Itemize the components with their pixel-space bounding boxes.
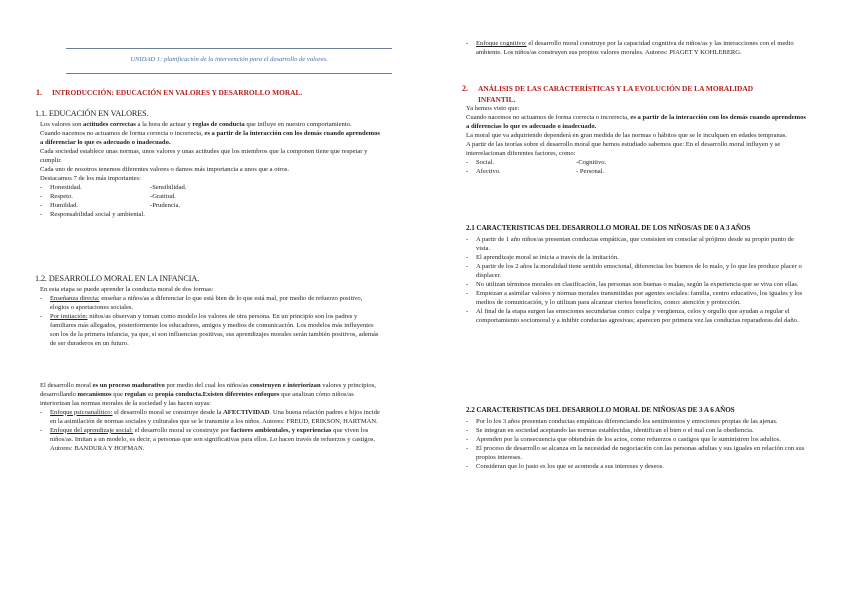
list-item: - Enseñanza directa: enseñar a niños/as a diferenciar lo que está bien de lo que está mal, por medio de refuerzo positivo, elogios o aportaciones sociales. [40, 295, 380, 313]
subsection-1-1-body [40, 121, 380, 219]
list-item: - Por lo los 3 años presentan conductas empáticas diferenciando los sentimientos y emociones propias de las ajenas. [466, 418, 806, 427]
subsection-2-1-title: 2.1 CARACTERISTICAS DEL DESARROLLO MORAL DE LOS NIÑOS/AS DE 0 A 3 AÑOS [466, 224, 751, 232]
approaches-list [40, 409, 380, 454]
paragraph: Cuando nacemos no actuamos de forma correcta o incorrecta, es a partir de la interacción con los demás cuando aprendemos a diferencias lo que es adecuado o inadecuado. [466, 113, 806, 130]
section-1-title: INTRODUCCIÓN: EDUCACIÓN EN VALORES Y DESARROLLO MORAL. [52, 88, 303, 97]
list-item: - Se integran en sociedad aceptando las normas establecidas, identifican el bien o el mal con la obediencia. [466, 427, 806, 436]
paragraph: Cuando nacemos no actuamos de forma correcta o incorrecta, es a partir de la interacción con los demás cuando aprendemos a diferenciar lo que es adecuado o inadecuado. [40, 129, 380, 146]
subsection-1-2-title: 1.2. DESARROLLO MORAL EN LA INFANCIA. [35, 274, 200, 283]
paragraph: Destacamos 7 de los más importantes: [40, 174, 141, 182]
subsection-2-2-body [466, 418, 806, 472]
section-2-heading [462, 84, 812, 105]
list-item: - Honestidad. -Sensibilidad. [40, 184, 380, 193]
list-item: - Empiezan a asimilar valores y normas morales transmitidas por agentes sociales: familia, centro educativo, los iguales y los medios de comunicación, y lo utilizan para alcanzar ciertos beneficios, como: atención y protección. [466, 290, 806, 308]
list-item: - Consideran que lo justo es los que se acomoda a sus intereses y deseos. [466, 463, 806, 472]
list-item: - Enfoque psicoanalítico: el desarrollo moral se construye desde la AFECTIVIDAD. Una buena relación padres e hijos incide en la asimilación de normas sociales y culturales que se le transmite a los niños. Autores: FREUD, ERIKSON, HARTMAN. [40, 409, 380, 427]
factors-list [466, 159, 806, 177]
list-item: - Al final de la etapa surgen las emociones secundarias como: culpa y vergüenza, celos y orgullo que ayudan a regular el comportamiento sociomoral y a inhibir conductas agresivas; aparecen por primera vez las conductas reparadoras del daño. [466, 308, 806, 326]
characteristics-3-6-list [466, 418, 806, 472]
paragraph: Los valores son actitudes correctas a la hora de actuar y reglas de conducta que influye en nuestro comportamiento. [40, 121, 352, 128]
paragraph: La moral que va adquiriendo dependerá en gran medida de las normas o hábitos que se le inculquen en edades tempranas. [466, 131, 787, 139]
list-item: - No utilizan términos morales en clasificación, las personas son buenas o malas, según la experiencia que se viva con ellas. [466, 281, 806, 290]
paragraph: A partir de las teorías sobre el desarrollo moral que hemos estudiado sabemos que: En el desarrollo moral influyen y se interrelacionan diferentes factores, como: [466, 140, 781, 157]
list-item: - A partir de los 2 años la moralidad tiene sentido emocional, diferencias los buenos de lo malo, y lo que les produce placer o displacer. [466, 263, 806, 281]
list-item: - A partir de 1 año niños/as presentan conductas empáticas, que consisten en consolar al prójimo desde su propio punto de vista. [466, 236, 806, 254]
approaches-list-cont [466, 40, 806, 58]
forms-list [40, 295, 380, 349]
list-item: - Aprenden por la consecuencia que obtendrán de los actos, como refuerzos o castigos que le suministren los adultos. [466, 436, 806, 445]
cognitive-approach [466, 40, 806, 58]
subsection-2-2-title: 2.2 CARACTERISTICAS DEL DESARROLLO MORAL DE NIÑOS/AS DE 3 A 6 AÑOS [466, 406, 735, 414]
list-item: - Respeto. -Gratitud. [40, 193, 380, 202]
list-item: - Afectivo. - Personal. [466, 168, 806, 177]
paragraph: Cada uno de nosotros tenemos diferentes valores o damos más importancia a unos que a otros. [40, 165, 290, 173]
list-item: - Enfoque cognitivo: el desarrollo moral construye por la capacidad cognitiva de niños/as y las interacciones con el medio ambiente. Los niños/as construyen sus propios valores morales. Autores: PIAGET Y KOHLEBERG. [466, 40, 806, 58]
subsection-2-1-body [466, 236, 806, 326]
subsection-1-2-body [40, 286, 380, 349]
section-2-number: 2. [462, 84, 468, 93]
paragraph: En esta etapa se puede aprender la conducta moral de dos formas: [40, 286, 214, 293]
characteristics-0-3-list [466, 236, 806, 326]
section-2-body [466, 105, 806, 177]
paragraph: Cada sociedad establece unas normas, unos valores y unas actitudes que los miembros que la componen tiene que respetar y cumplir. [40, 147, 368, 164]
subsection-1-1-title: 1.1. EDUCACIÓN EN VALORES. [35, 109, 149, 118]
values-list [40, 184, 380, 220]
list-item: - Humildad. -Prudencia. [40, 202, 380, 211]
header-rule-bottom [66, 73, 392, 74]
unit-title: UNIDAD 1: planificación de la intervención para el desarrollo de valores. [130, 56, 328, 63]
list-item: - El proceso de desarrollo se alcanza en la necesidad de negociación con las personas adultas y sus iguales en relación con sus propios intereses. [466, 445, 806, 463]
moral-development-paragraph [40, 382, 380, 454]
list-item: - Social. -Cognitivo. [466, 159, 806, 168]
section-2-title: ANÁLISIS DE LAS CARACTERÍSTICAS Y LA EVOLUCIÓN DE LA MORALIDAD [478, 84, 754, 93]
section-1-number: 1. [36, 88, 42, 97]
list-item: - Responsabilidad social y ambiental. [40, 211, 380, 220]
paragraph: Ya hemos visto que: [466, 105, 520, 112]
list-item: - Enfoque del aprendizaje social: el desarrollo moral se construye por factores ambientales, y experiencias que viven los niños/as. Imitan a un modelo, es decir, a personas que son significativas para ellos. Lo hacen través de refuerzos y castigos. Autores: BANDURA Y HOFMAN. [40, 427, 380, 454]
header-rule-top [66, 48, 392, 49]
paragraph: El desarrollo moral es un proceso madurativo por medio del cual los niños/as construyen e interiorizan valores y principios, desarrollando mecanismos que regulan su propia conducta.Existen diferentes enfoques que analizan cómo niños/as interiorizan las normas morales de la sociedad y las hacen suyas: [40, 382, 376, 407]
section-2-title-cont: INFANTIL. [478, 94, 516, 104]
list-item: - El aprendizaje moral se inicia a través de la imitación. [466, 254, 806, 263]
section-1-heading [36, 88, 302, 99]
list-item: - Por imitación: niños/as observan y toman como modelo los valores de otra persona. En un principio son los padres y familiares más allegados, posteriormente los educadores, amigos y medios de comunicación. Los modelos más influyentes son los de la primera infancia, ya que, si son influencias positivas, sus aprendizajes morales serán también positivos, además de ser duraderos en un futuro. [40, 313, 380, 349]
